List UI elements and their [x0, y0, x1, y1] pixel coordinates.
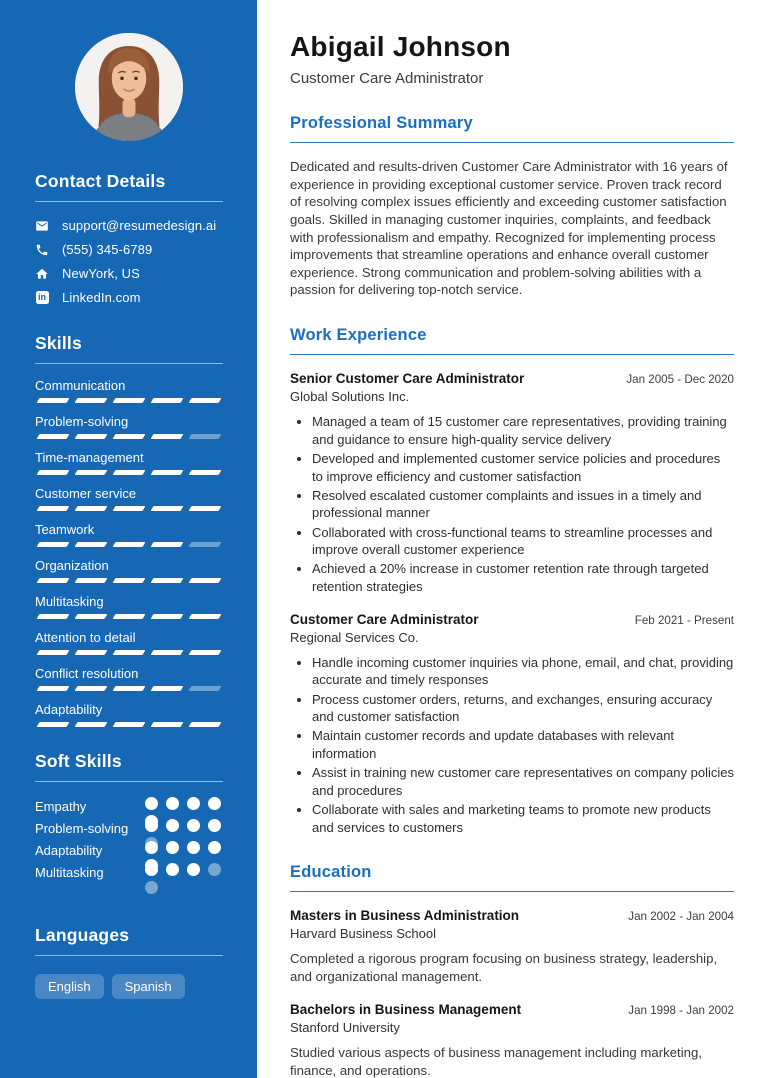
rating-dot: [145, 797, 158, 810]
rating-dot: [145, 819, 158, 832]
skill-bar-segment: [113, 614, 146, 619]
skill-bar-segment: [37, 686, 70, 691]
skill-bar-segment: [189, 686, 222, 691]
envelope-icon: [35, 219, 49, 233]
skill-bar-segment: [151, 650, 184, 655]
skill-bar-segment: [75, 398, 108, 403]
job-bullet: • Handle incoming customer inquiries via phone, email, and chat, providing accurate and timely responses: [312, 654, 734, 689]
skill-bar-segment: [113, 542, 146, 547]
education-entry: [290, 1002, 734, 1078]
contact-item: [35, 242, 223, 257]
school-name: Stanford University: [290, 1019, 400, 1035]
contact-section: [35, 171, 223, 305]
skill-bar-segment: [113, 506, 146, 511]
contact-item: [35, 290, 223, 305]
job-bullet: • Assist in training new customer care representatives on company policies and procedures: [312, 764, 734, 799]
degree-title: Bachelors in Business Management: [290, 1001, 522, 1017]
skill-name: Teamwork: [35, 522, 95, 537]
sidebar: [0, 0, 257, 1078]
skill-bar-segment: [113, 578, 146, 583]
rating-dot: [187, 863, 200, 876]
skill-item: [35, 414, 223, 439]
skill-bar-segment: [75, 686, 108, 691]
job-company: Regional Services Co.: [290, 629, 419, 645]
job-entry: [290, 371, 734, 596]
skill-bar-segment: [189, 506, 222, 511]
contact-title: Contact Details: [35, 171, 223, 202]
contact-item: [35, 218, 223, 233]
soft-skills-title: Soft Skills: [35, 751, 223, 782]
skill-name: Adaptability: [35, 702, 103, 717]
skill-level-bar: [35, 470, 223, 475]
languages-section: [35, 925, 223, 999]
experience-heading: Work Experience: [290, 326, 734, 355]
job-bullet: • Managed a team of 15 customer care representatives, providing training and guidance to ensure high-quality service delivery: [312, 413, 734, 448]
skill-bar-segment: [113, 434, 146, 439]
soft-skill-name: Empathy: [35, 799, 87, 814]
skill-level-bar: [35, 506, 223, 511]
skill-item: [35, 630, 223, 655]
education-list: [290, 908, 734, 1078]
job-bullet: • Collaborate with sales and marketing teams to promote new products and services to customers: [312, 801, 734, 836]
skill-bar-segment: [189, 614, 222, 619]
soft-skill-list: [35, 797, 223, 885]
skill-level-bar: [35, 398, 223, 403]
skill-bar-segment: [75, 578, 108, 583]
skill-name: Attention to detail: [35, 630, 136, 645]
skill-bar-segment: [113, 686, 146, 691]
skill-item: [35, 702, 223, 727]
skill-name: Conflict resolution: [35, 666, 139, 681]
rating-dot: [208, 863, 221, 876]
skill-bar-segment: [189, 578, 222, 583]
skill-bar-segment: [113, 722, 146, 727]
job-bullet: • Developed and implemented customer service policies and procedures to improve efficiency and customer satisfaction: [312, 450, 734, 485]
skill-bar-segment: [75, 470, 108, 475]
education-heading: Education: [290, 863, 734, 892]
rating-dot: [166, 797, 179, 810]
skill-item: [35, 666, 223, 691]
education-description: Completed a rigorous program focusing on business strategy, leadership, and organizational management.: [290, 951, 718, 985]
skill-name: Multitasking: [35, 594, 104, 609]
skill-level-bar: [35, 722, 223, 727]
rating-dot: [187, 819, 200, 832]
skill-bar-segment: [151, 434, 184, 439]
skill-name: Organization: [35, 558, 109, 573]
degree-title: Masters in Business Administration: [290, 908, 520, 924]
phone-icon: [35, 243, 49, 257]
skill-bar-segment: [189, 650, 222, 655]
education-description: Studied various aspects of business management including marketing, finance, and operations.: [290, 1044, 702, 1078]
soft-skills-section: [35, 751, 223, 885]
skill-name: Customer service: [35, 486, 137, 501]
skill-bar-segment: [75, 722, 108, 727]
skill-bar-segment: [189, 722, 222, 727]
skill-bar-segment: [113, 398, 146, 403]
job-bullet-list: [290, 413, 734, 596]
education-dates: Jan 1998 - Jan 2002: [628, 1003, 734, 1017]
linkedin-icon: [35, 291, 49, 305]
skill-bar-segment: [37, 506, 70, 511]
home-icon: [35, 267, 49, 281]
summary-text: Dedicated and results-driven Customer Care Administrator with 16 years of experience in providing exceptional customer service. Proven track record of resolving complex issues efficiently and exceeding customer satisfaction goals. Skilled in managing customer inquiries, complaints, and feedback with professionalism and empathy. Recognized for implementing process improvements that streamline operations and enhance overall customer experience. Strong communication and problem-solving abilities with a passion for delivering top-notch service.: [290, 159, 728, 298]
skills-title: Skills: [35, 333, 223, 364]
languages-title: Languages: [35, 925, 223, 956]
skill-item: [35, 558, 223, 583]
skill-bar-segment: [37, 398, 70, 403]
soft-skill-name: Problem-solving: [35, 821, 129, 836]
skill-item: [35, 594, 223, 619]
soft-skill-item: [35, 841, 223, 863]
education-dates: Jan 2002 - Jan 2004: [628, 910, 734, 924]
person-job-title: Customer Care Administrator: [290, 70, 484, 87]
education-head: [290, 908, 734, 923]
skill-bar-segment: [75, 434, 108, 439]
rating-dot: [145, 863, 158, 876]
skill-bar-segment: [189, 542, 222, 547]
soft-skill-item: [35, 797, 223, 819]
skill-bar-segment: [151, 398, 184, 403]
job-bullet: • Process customer orders, returns, and exchanges, ensuring accuracy and customer satisfaction: [312, 691, 734, 726]
soft-skill-item: [35, 819, 223, 841]
soft-skill-item: [35, 863, 223, 885]
skill-level-bar: [35, 686, 223, 691]
skill-level-bar: [35, 542, 223, 547]
rating-dot: [208, 819, 221, 832]
skill-bar-segment: [37, 578, 70, 583]
contact-text: support@resumedesign.ai: [62, 218, 217, 233]
skill-bar-segment: [75, 650, 108, 655]
contact-text: (555) 345-6789: [62, 242, 153, 257]
rating-dot: [187, 841, 200, 854]
school-name: Harvard Business School: [290, 926, 436, 942]
job-entry: [290, 612, 734, 837]
skill-item: [35, 522, 223, 547]
skill-item: [35, 486, 223, 511]
skill-level-bar: [35, 614, 223, 619]
contact-text: LinkedIn.com: [62, 290, 141, 305]
contact-item: [35, 266, 223, 281]
skill-list: [35, 378, 223, 727]
skill-level-bar: [35, 434, 223, 439]
job-bullet: • Maintain customer records and update databases with relevant information: [312, 727, 734, 762]
skill-name: Communication: [35, 378, 126, 393]
skill-bar-segment: [75, 614, 108, 619]
skill-bar-segment: [113, 470, 146, 475]
job-bullet: • Achieved a 20% increase in customer retention rate through targeted retention strategies: [312, 560, 734, 595]
rating-dot: [166, 819, 179, 832]
rating-dot: [187, 797, 200, 810]
skill-bar-segment: [37, 470, 70, 475]
skill-bar-segment: [37, 542, 70, 547]
skill-name: Problem-solving: [35, 414, 129, 429]
skill-bar-segment: [189, 470, 222, 475]
soft-skill-dots: [145, 863, 223, 894]
job-bullet: • Collaborated with cross-functional teams to streamline processes and improve overall customer experience: [312, 524, 734, 559]
skill-bar-segment: [189, 398, 222, 403]
education-entry: [290, 908, 734, 985]
skill-bar-segment: [75, 542, 108, 547]
summary-section: [290, 114, 734, 299]
language-pill: Spanish: [112, 974, 185, 999]
job-dates: Jan 2005 - Dec 2020: [626, 373, 734, 386]
skill-item: [35, 378, 223, 403]
job-title: Senior Customer Care Administrator: [290, 371, 525, 386]
skill-bar-segment: [113, 650, 146, 655]
skill-bar-segment: [151, 470, 184, 475]
rating-dot: [208, 841, 221, 854]
skills-section: [35, 333, 223, 727]
person-name: Abigail Johnson: [290, 31, 511, 62]
job-title: Customer Care Administrator: [290, 611, 479, 627]
job-bullet: • Resolved escalated customer complaints and issues in a timely and professional manner: [312, 487, 734, 522]
soft-skill-name: Adaptability: [35, 843, 103, 858]
rating-dot: [208, 797, 221, 810]
skill-bar-segment: [151, 722, 184, 727]
skill-bar-segment: [37, 650, 70, 655]
contact-text: NewYork, US: [62, 266, 140, 281]
language-pill: English: [35, 974, 104, 999]
experience-section: [290, 326, 734, 836]
education-head: [290, 1002, 734, 1017]
skill-bar-segment: [75, 506, 108, 511]
rating-dot: [145, 841, 158, 854]
contact-list: [35, 218, 223, 305]
skill-bar-segment: [189, 434, 222, 439]
avatar: [75, 33, 183, 141]
job-bullet-list: [290, 654, 734, 837]
skill-bar-segment: [37, 614, 70, 619]
skill-bar-segment: [151, 542, 184, 547]
job-head: [290, 371, 734, 386]
skill-name: Time-management: [35, 450, 144, 465]
skill-level-bar: [35, 578, 223, 583]
skill-bar-segment: [151, 614, 184, 619]
rating-dot: [145, 881, 158, 894]
skill-level-bar: [35, 650, 223, 655]
job-dates: Feb 2021 - Present: [634, 613, 734, 627]
skill-bar-segment: [151, 578, 184, 583]
job-list: [290, 371, 734, 836]
avatar-illustration: [75, 33, 183, 141]
soft-skill-name: Multitasking: [35, 865, 104, 880]
main-content: [257, 0, 768, 1078]
skill-item: [35, 450, 223, 475]
job-company: Global Solutions Inc.: [290, 389, 410, 404]
skill-bar-segment: [151, 506, 184, 511]
language-pill-row: [35, 974, 223, 999]
rating-dot: [166, 841, 179, 854]
skill-bar-segment: [37, 722, 70, 727]
summary-heading: Professional Summary: [290, 114, 734, 143]
skill-bar-segment: [37, 434, 70, 439]
education-section: [290, 863, 734, 1078]
skill-bar-segment: [151, 686, 184, 691]
job-head: [290, 612, 734, 627]
rating-dot: [166, 863, 179, 876]
